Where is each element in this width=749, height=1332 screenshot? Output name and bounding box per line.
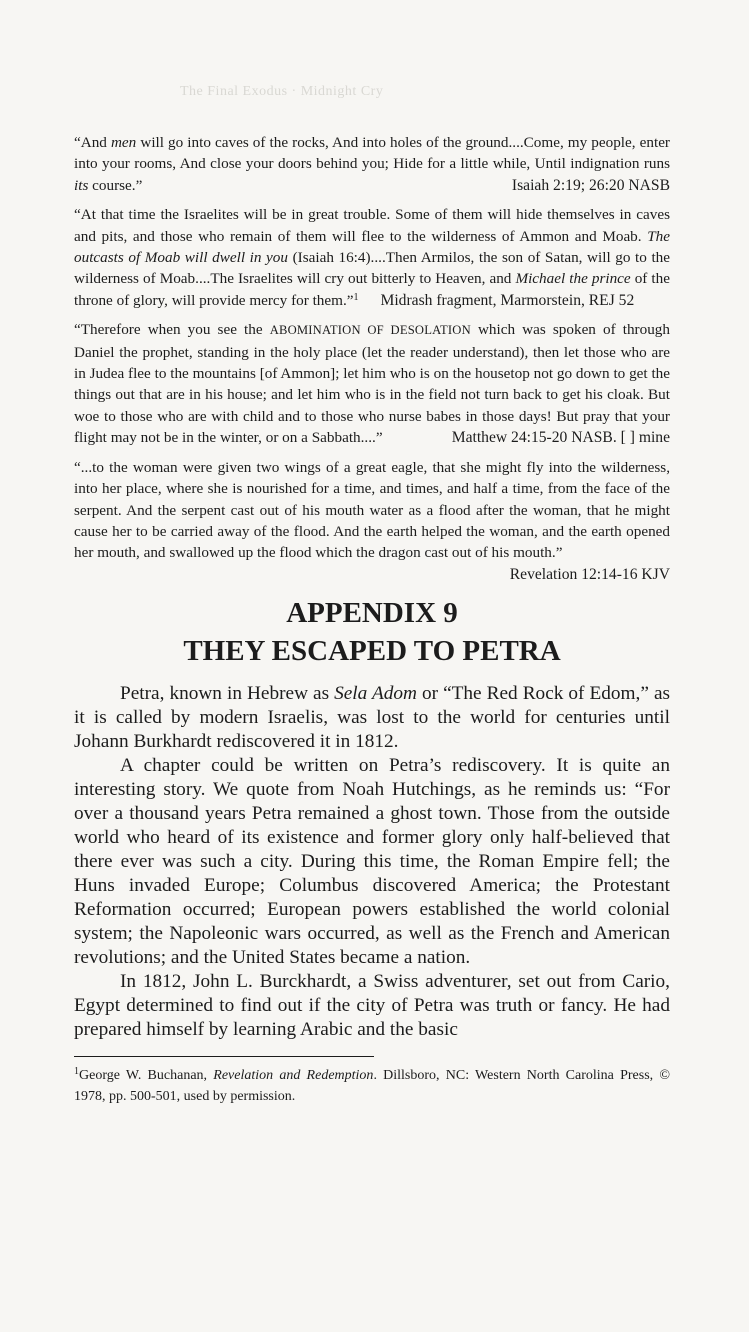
quote-isaiah (74, 132, 670, 196)
quote-italic: men (110, 134, 137, 151)
quote-italic: Michael the prince (515, 270, 631, 288)
quote-text: “And (74, 134, 111, 151)
quote-midrash (74, 204, 670, 311)
appendix-heading (74, 594, 670, 670)
quote-text: will go into caves of the rocks, And into holes of the ground....Come, my people, enter into your rooms, And close your doors behind you; Hide for a little while, Until indignation runs (74, 134, 670, 173)
quote-text: course.” (88, 176, 143, 194)
footnote-italic: Revelation and Redemption (213, 1067, 374, 1083)
footnote-number: 1 (74, 1065, 79, 1077)
quote-text: of the throne of glory, will provide mercy for them.” (74, 270, 670, 309)
paragraph-text: A chapter could be written on Petra’s rediscovery. It is quite an interesting story. We quote from Noah Hutchings, as he reminds us: “For over a thousand years Petra remained a ghost town. Those from the outside world who heard of its existence and former glory only half-believed that there ever was such a city. During this time, the Roman Empire fell; the Huns invaded Europe; Columbus discovered America; the Protestant Reformation occurred; European powers established the world colonial system; the Napoleonic wars occurred, as well as the French and American revolutions; and the United States became a nation. (74, 754, 670, 968)
footnote-marker: 1 (353, 291, 359, 303)
quote-text: “At that time the Israelites will be in great trouble. Some of them will hide themselves in caves and pits, and those who remain of them will flee to the wilderness of Ammon and Moab. (74, 206, 670, 245)
bleed-through-header: The Final Exodus · Midnight Cry (180, 84, 384, 99)
footnote-text: . Dillsboro, NC: Western North Carolina Press, © 1978, pp. 500-501, used by permission. (74, 1067, 671, 1104)
quote-reference: Revelation 12:14-16 KJV (509, 565, 670, 583)
body-paragraph (74, 754, 670, 970)
quote-italic: its (74, 176, 89, 194)
quote-text: (Isaiah 16:4)....Then Armilos, the son of Satan, will go to the wilderness of Moab....The Israelites will cry out bitterly to Heaven, and (74, 249, 670, 288)
quote-revelation (74, 457, 670, 583)
quote-matthew (74, 319, 670, 448)
body-paragraph (74, 682, 670, 754)
appendix-number: APPENDIX 9 (286, 596, 458, 629)
footnote-divider (74, 1056, 374, 1057)
paragraph-text: Petra, known in Hebrew as (120, 682, 335, 704)
quote-text: “...to the woman were given two wings of a great eagle, that she might fly into the wilderness, into her place, where she is nourished for a time, and times, and half a time, from the face of the serpent. And the serpent cast out of his mouth water as a flood after the woman, that he might cause her to be carried away of the flood. And the earth helped the woman, and the earth opened her mouth, and swallowed up the flood which the dragon cast out of his mouth.” (74, 458, 670, 562)
paragraph-text: In 1812, John L. Burckhardt, a Swiss adventurer, set out from Cario, Egypt determined to find out if the city of Petra was truth or fancy. He had prepared himself by learning Arabic and the basic (74, 970, 670, 1040)
footnote (74, 1065, 670, 1107)
quote-text: which was spoken of through Daniel the prophet, standing in the holy place (let the reader understand), then let those who are in Judea flee to the mountains [of Ammon]; let him who is on the housetop not go down to get the things out that are in his house; and let him who is in the field not turn back to get his cloak. But woe to those who are with child and to those who nurse babes in those days! But pray that your flight may not be in the winter, or on a Sabbath....” (74, 321, 670, 447)
paragraph-text: or “The Red Rock of Edom,” as it is called by modern Israelis, was lost to the world for centuries until Johann Burkhardt rediscovered it in 1812. (74, 682, 671, 752)
page-content (74, 132, 670, 1107)
body-paragraph (74, 970, 670, 1042)
paragraph-italic: Sela Adom (334, 682, 417, 704)
quote-italic: The outcasts of Moab will dwell in you (74, 227, 670, 267)
appendix-title: THEY ESCAPED TO PETRA (183, 634, 561, 667)
quote-reference: Midrash fragment, Marmorstein, REJ 52 (380, 291, 635, 309)
quote-reference: Isaiah 2:19; 26:20 NASB (511, 176, 670, 194)
quote-reference: Matthew 24:15-20 NASB. [ ] mine (451, 429, 670, 447)
quote-small-caps: ABOMINATION OF DESOLATION (269, 323, 471, 338)
footnote-text: George W. Buchanan, (79, 1067, 214, 1083)
quote-text: “Therefore when you see the (74, 321, 270, 339)
